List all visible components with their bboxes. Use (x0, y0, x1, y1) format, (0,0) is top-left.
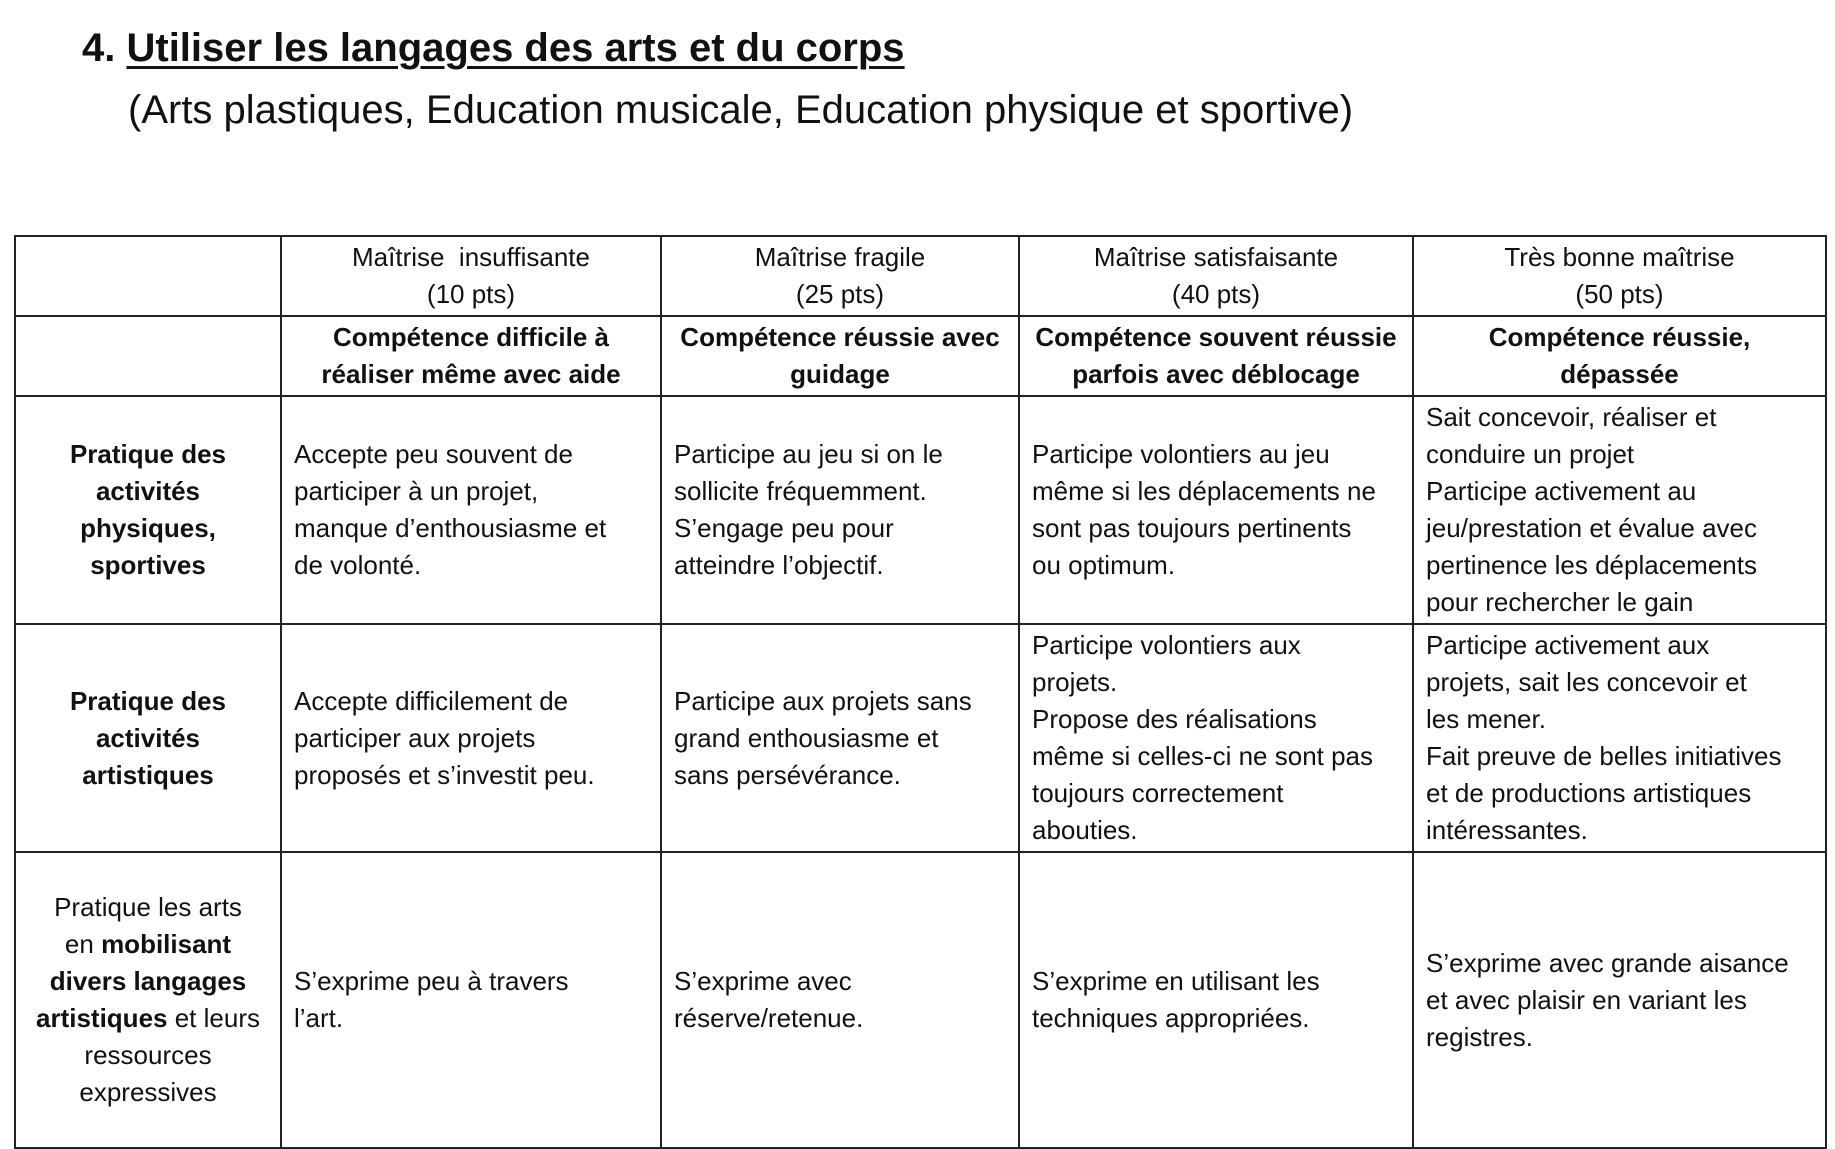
cell-line: S’exprime peu à travers (294, 966, 569, 996)
cell-line: S’engage peu pour (674, 513, 894, 543)
row-label-plain: et leurs (167, 1003, 260, 1033)
cell-line: Participe activement aux (1426, 630, 1710, 660)
cell-line: même si les déplacements ne (1032, 476, 1376, 506)
descriptor-line: parfois avec déblocage (1072, 359, 1360, 389)
row-label-physical-activities (15, 396, 281, 624)
cell-line: réserve/retenue. (674, 1003, 864, 1033)
section-title-text: Utiliser les langages des arts et du corps (126, 26, 905, 70)
row-label-line: Pratique les arts (54, 892, 242, 922)
cell-artistic-very-good (1413, 624, 1826, 852)
row-label-line: sportives (90, 550, 206, 580)
empty-corner-cell (15, 236, 281, 316)
cell-line: Participe activement au (1426, 476, 1697, 506)
cell-line: projets, sait les concevoir et (1426, 667, 1747, 697)
section-title (82, 22, 1782, 74)
level-points: (40 pts) (1171, 279, 1261, 309)
row-label-line: artistiques (82, 759, 214, 790)
descriptor-line: Compétence réussie, (1488, 322, 1751, 352)
cell-physical-very-good (1413, 396, 1826, 624)
cell-line: les mener. (1426, 704, 1546, 734)
table-row-physical-activities (15, 396, 1826, 624)
cell-line: sans persévérance. (674, 759, 901, 790)
row-label-line (28, 1000, 268, 1037)
descriptor-line: dépassée (1560, 359, 1679, 389)
cell-line: même si celles-ci ne sont pas (1032, 741, 1374, 771)
section-heading (82, 22, 1782, 136)
cell-artistic-insufficient (281, 624, 661, 852)
level-points: (10 pts) (426, 279, 516, 309)
cell-languages-insufficient (281, 852, 661, 1148)
cell-line: conduire un projet (1426, 439, 1635, 469)
cell-line: Participe aux projets sans (674, 685, 972, 716)
cell-languages-fragile (661, 852, 1019, 1148)
row-label-line: Pratique des (69, 685, 227, 716)
cell-line: et de productions artistiques (1426, 778, 1752, 808)
row-label-line (28, 926, 268, 963)
level-name: Maîtrise insuffisante (352, 242, 590, 272)
cell-line: intéressantes. (1426, 815, 1588, 845)
cell-line: sont pas toujours pertinents (1032, 513, 1352, 543)
cell-languages-very-good (1413, 852, 1826, 1148)
cell-line: Accepte peu souvent de (294, 439, 573, 469)
row-label-bold: mobilisant (101, 929, 232, 959)
cell-line: pertinence les déplacements (1426, 550, 1757, 580)
level-points: (50 pts) (1575, 279, 1664, 309)
cell-line: de volonté. (294, 550, 422, 580)
table-row-artistic-activities (15, 624, 1826, 852)
row-label-artistic-languages (15, 852, 281, 1148)
cell-line: pour rechercher le gain (1426, 587, 1694, 617)
row-label-line: ressources (84, 1040, 212, 1070)
section-number: 4. (82, 26, 116, 70)
level-name: Maîtrise fragile (754, 242, 926, 272)
cell-languages-satisfactory (1019, 852, 1413, 1148)
cell-line: Participe au jeu si on le (674, 439, 943, 469)
level-header-fragile (661, 236, 1019, 316)
cell-line: manque d’enthousiasme et (294, 513, 607, 543)
cell-line: Participe volontiers aux (1032, 630, 1301, 660)
row-label-line: expressives (79, 1077, 217, 1107)
evaluation-rubric-table (14, 235, 1827, 1149)
level-header-insufficient (281, 236, 661, 316)
cell-line: S’exprime en utilisant les (1032, 966, 1320, 996)
descriptors-row (15, 316, 1826, 396)
cell-physical-satisfactory (1019, 396, 1413, 624)
level-header-very-good (1413, 236, 1826, 316)
descriptor-line: Compétence difficile à (333, 322, 609, 352)
cell-line: Fait preuve de belles initiatives (1426, 741, 1782, 771)
cell-line: jeu/prestation et évalue avec (1426, 513, 1757, 543)
row-label-line: Pratique des (69, 439, 227, 469)
cell-artistic-fragile (661, 624, 1019, 852)
table-row-artistic-languages (15, 852, 1826, 1148)
levels-header-row (15, 236, 1826, 316)
descriptor-fragile (661, 316, 1019, 396)
descriptor-line: Compétence réussie avec (680, 322, 1000, 352)
descriptor-very-good (1413, 316, 1826, 396)
cell-line: atteindre l’objectif. (674, 550, 884, 580)
cell-line: et avec plaisir en variant les (1426, 984, 1747, 1015)
cell-artistic-satisfactory (1019, 624, 1413, 852)
cell-line: S’exprime avec grande aisance (1426, 947, 1789, 978)
level-points: (25 pts) (795, 279, 885, 309)
cell-line: participer à un projet, (294, 476, 539, 506)
row-label-line: divers langages (49, 966, 247, 996)
cell-line: registres. (1426, 1021, 1533, 1052)
descriptor-line: réaliser même avec aide (321, 359, 621, 389)
descriptor-line: guidage (790, 359, 890, 389)
row-label-line: physiques, (80, 513, 216, 543)
cell-physical-fragile (661, 396, 1019, 624)
empty-corner-cell (15, 316, 281, 396)
descriptor-satisfactory (1019, 316, 1413, 396)
row-label-artistic-activities (15, 624, 281, 852)
row-label-bold: artistiques (36, 1003, 168, 1033)
cell-line: Sait concevoir, réaliser et (1426, 402, 1717, 432)
row-label-line: activités (95, 476, 201, 506)
cell-line: Participe volontiers au jeu (1032, 439, 1330, 469)
cell-line: grand enthousiasme et (674, 722, 939, 753)
row-label-line: activités (95, 722, 201, 753)
level-name: Très bonne maîtrise (1504, 242, 1735, 272)
level-name: Maîtrise satisfaisante (1093, 242, 1339, 272)
section-subtitle: (Arts plastiques, Education musicale, Education physique et sportive) (128, 88, 1354, 132)
cell-line: Propose des réalisations (1032, 704, 1317, 734)
cell-physical-insufficient (281, 396, 661, 624)
descriptor-line: Compétence souvent réussie (1035, 322, 1397, 352)
cell-line: proposés et s’investit peu. (294, 759, 595, 790)
cell-line: S’exprime avec (674, 966, 852, 996)
cell-line: sollicite fréquemment. (674, 476, 927, 506)
cell-line: l’art. (294, 1003, 344, 1033)
cell-line: toujours correctement (1032, 778, 1284, 808)
row-label-plain: en (64, 929, 102, 959)
cell-line: techniques appropriées. (1032, 1003, 1310, 1033)
cell-line: participer aux projets (294, 722, 536, 753)
level-header-satisfactory (1019, 236, 1413, 316)
cell-line: projets. (1032, 667, 1118, 697)
cell-line: Accepte difficilement de (294, 685, 569, 716)
cell-line: abouties. (1032, 815, 1138, 845)
cell-line: ou optimum. (1032, 550, 1176, 580)
descriptor-insufficient (281, 316, 661, 396)
